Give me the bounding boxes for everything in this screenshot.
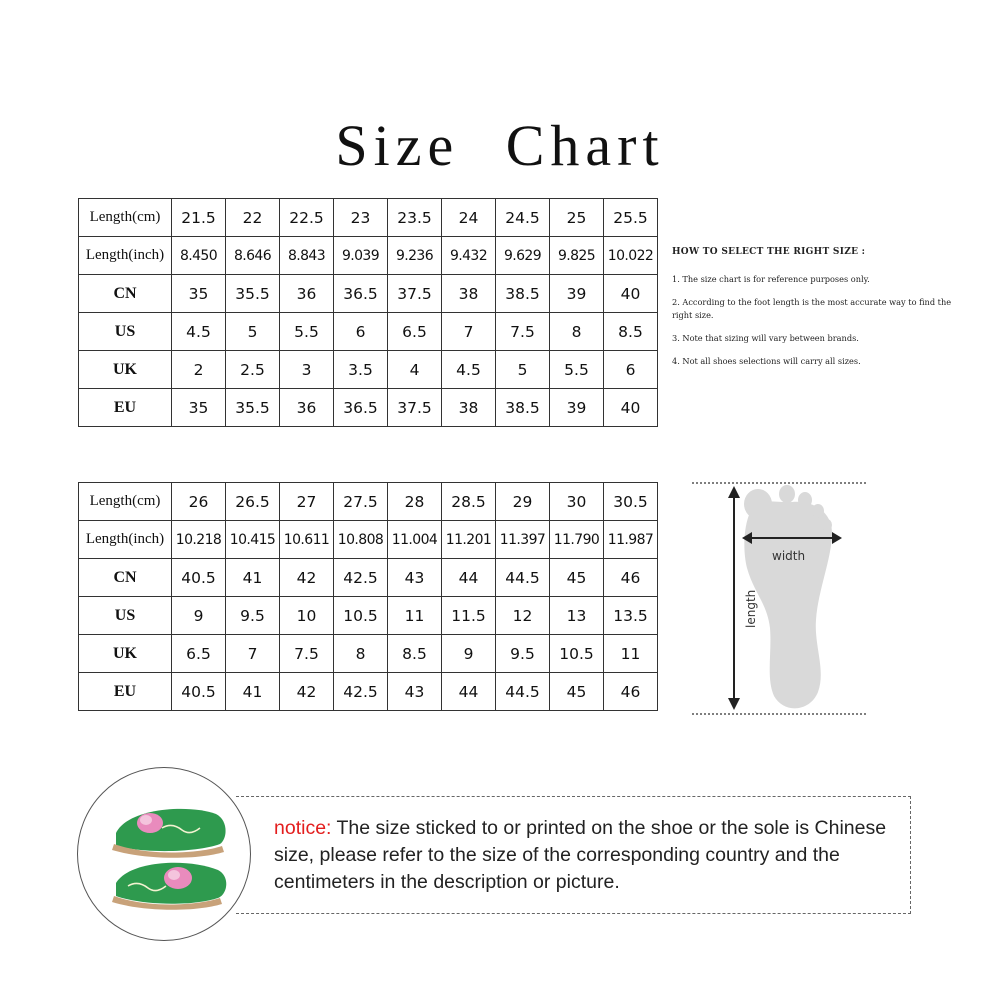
table-cell: 11.987 <box>604 521 658 559</box>
row-header: Length(inch) <box>79 521 172 559</box>
table-row <box>79 275 658 313</box>
table-cell: 7.5 <box>280 635 334 673</box>
table-cell: 10.611 <box>280 521 334 559</box>
row-header: Length(cm) <box>79 483 172 521</box>
table-row <box>79 673 658 711</box>
table-cell: 8.646 <box>226 237 280 275</box>
shoe-photo <box>77 767 251 941</box>
table-cell: 2.5 <box>226 351 280 389</box>
size-table-body <box>79 483 658 711</box>
table-cell: 9.236 <box>388 237 442 275</box>
table-cell: 27 <box>280 483 334 521</box>
table-cell: 46 <box>604 673 658 711</box>
table-cell: 40 <box>604 275 658 313</box>
table-cell: 7 <box>226 635 280 673</box>
table-cell: 9.5 <box>226 597 280 635</box>
table-cell: 36 <box>280 275 334 313</box>
shoe-upper <box>112 809 226 858</box>
row-header: UK <box>79 351 172 389</box>
table-cell: 8.5 <box>388 635 442 673</box>
table-cell: 4.5 <box>172 313 226 351</box>
table-cell: 40 <box>604 389 658 427</box>
row-header: Length(cm) <box>79 199 172 237</box>
table-cell: 8 <box>334 635 388 673</box>
table-cell: 10.5 <box>334 597 388 635</box>
table-cell: 5.5 <box>280 313 334 351</box>
table-cell: 11 <box>604 635 658 673</box>
size-guide-item: 3. Note that sizing will vary between brands. <box>672 333 859 343</box>
length-arrow-icon <box>728 486 740 710</box>
table-cell: 29 <box>496 483 550 521</box>
size-guide-item: 2. According to the foot length is the most accurate way to find the right size. <box>672 297 952 320</box>
table-cell: 8 <box>550 313 604 351</box>
table-cell: 7.5 <box>496 313 550 351</box>
table-cell: 35 <box>172 275 226 313</box>
table-cell: 36.5 <box>334 389 388 427</box>
foot-measure-illustration <box>692 478 872 720</box>
table-cell: 35.5 <box>226 275 280 313</box>
table-cell: 22 <box>226 199 280 237</box>
table-cell: 9 <box>172 597 226 635</box>
size-table-2 <box>78 482 658 711</box>
notice-text <box>274 815 904 896</box>
page-title: Size Chart <box>335 113 665 178</box>
table-cell: 41 <box>226 673 280 711</box>
shoe-lower <box>112 863 226 910</box>
table-cell: 5.5 <box>550 351 604 389</box>
table-cell: 9.629 <box>496 237 550 275</box>
table-cell: 40.5 <box>172 559 226 597</box>
table-cell: 38.5 <box>496 275 550 313</box>
table-cell: 42.5 <box>334 559 388 597</box>
table-cell: 25.5 <box>604 199 658 237</box>
table-cell: 42 <box>280 673 334 711</box>
table-cell: 35 <box>172 389 226 427</box>
table-cell: 9 <box>442 635 496 673</box>
table-cell: 37.5 <box>388 389 442 427</box>
table-row <box>79 597 658 635</box>
table-cell: 23.5 <box>388 199 442 237</box>
table-cell: 43 <box>388 559 442 597</box>
shoe-image <box>78 768 250 940</box>
size-table-1 <box>78 198 658 427</box>
table-cell: 13.5 <box>604 597 658 635</box>
table-cell: 11.5 <box>442 597 496 635</box>
table-cell: 44 <box>442 559 496 597</box>
table-cell: 23 <box>334 199 388 237</box>
table-cell: 30 <box>550 483 604 521</box>
table-cell: 3.5 <box>334 351 388 389</box>
notice-label: notice: <box>274 817 332 839</box>
row-header: Length(inch) <box>79 237 172 275</box>
table-cell: 35.5 <box>226 389 280 427</box>
table-cell: 30.5 <box>604 483 658 521</box>
table-cell: 40.5 <box>172 673 226 711</box>
table-cell: 6 <box>604 351 658 389</box>
table-cell: 8.450 <box>172 237 226 275</box>
table-cell: 25 <box>550 199 604 237</box>
table-cell: 9.039 <box>334 237 388 275</box>
size-guide-item: 1. The size chart is for reference purposes only. <box>672 274 870 284</box>
table-cell: 28.5 <box>442 483 496 521</box>
table-cell: 10.5 <box>550 635 604 673</box>
table-cell: 26 <box>172 483 226 521</box>
table-row <box>79 237 658 275</box>
table-cell: 10.415 <box>226 521 280 559</box>
row-header: EU <box>79 389 172 427</box>
table-cell: 43 <box>388 673 442 711</box>
table-cell: 36 <box>280 389 334 427</box>
table-row <box>79 559 658 597</box>
table-cell: 10.808 <box>334 521 388 559</box>
table-cell: 10.022 <box>604 237 658 275</box>
table-cell: 12 <box>496 597 550 635</box>
length-label: length <box>744 589 758 628</box>
row-header: CN <box>79 559 172 597</box>
table-cell: 11.397 <box>496 521 550 559</box>
size-table-body <box>79 199 658 427</box>
table-cell: 36.5 <box>334 275 388 313</box>
table-cell: 5 <box>496 351 550 389</box>
table-cell: 39 <box>550 389 604 427</box>
row-header: US <box>79 313 172 351</box>
table-cell: 11 <box>388 597 442 635</box>
table-cell: 24.5 <box>496 199 550 237</box>
table-cell: 3 <box>280 351 334 389</box>
table-cell: 11.201 <box>442 521 496 559</box>
table-cell: 46 <box>604 559 658 597</box>
table-cell: 45 <box>550 673 604 711</box>
table-cell: 11.790 <box>550 521 604 559</box>
table-cell: 21.5 <box>172 199 226 237</box>
row-header: EU <box>79 673 172 711</box>
table-cell: 4.5 <box>442 351 496 389</box>
size-guide-title: HOW TO SELECT THE RIGHT SIZE : <box>672 247 866 257</box>
table-cell: 10.218 <box>172 521 226 559</box>
notice-body: The size sticked to or printed on the shoe or the sole is Chinese size, please refer to the size of the corresponding country and the centimeters in the description or picture. <box>274 817 887 893</box>
table-cell: 44.5 <box>496 673 550 711</box>
table-cell: 4 <box>388 351 442 389</box>
table-row <box>79 351 658 389</box>
table-cell: 8.5 <box>604 313 658 351</box>
table-cell: 38 <box>442 275 496 313</box>
table-cell: 42.5 <box>334 673 388 711</box>
table-cell: 6.5 <box>388 313 442 351</box>
table-cell: 45 <box>550 559 604 597</box>
table-cell: 9.432 <box>442 237 496 275</box>
row-header: US <box>79 597 172 635</box>
size-guide-item: 4. Not all shoes selections will carry all sizes. <box>672 356 861 366</box>
table-cell: 38 <box>442 389 496 427</box>
table-row <box>79 635 658 673</box>
row-header: CN <box>79 275 172 313</box>
width-label: width <box>772 549 806 563</box>
table-cell: 11.004 <box>388 521 442 559</box>
table-cell: 38.5 <box>496 389 550 427</box>
table-cell: 6 <box>334 313 388 351</box>
table-cell: 8.843 <box>280 237 334 275</box>
table-cell: 41 <box>226 559 280 597</box>
row-header: UK <box>79 635 172 673</box>
table-cell: 44.5 <box>496 559 550 597</box>
table-cell: 28 <box>388 483 442 521</box>
table-cell: 27.5 <box>334 483 388 521</box>
table-cell: 26.5 <box>226 483 280 521</box>
table-cell: 2 <box>172 351 226 389</box>
table-cell: 42 <box>280 559 334 597</box>
table-cell: 22.5 <box>280 199 334 237</box>
table-row <box>79 389 658 427</box>
table-cell: 10 <box>280 597 334 635</box>
table-row <box>79 313 658 351</box>
table-cell: 5 <box>226 313 280 351</box>
table-cell: 13 <box>550 597 604 635</box>
table-row <box>79 199 658 237</box>
table-cell: 39 <box>550 275 604 313</box>
table-cell: 37.5 <box>388 275 442 313</box>
table-cell: 9.5 <box>496 635 550 673</box>
table-row <box>79 521 658 559</box>
table-row <box>79 483 658 521</box>
table-cell: 7 <box>442 313 496 351</box>
table-cell: 24 <box>442 199 496 237</box>
table-cell: 44 <box>442 673 496 711</box>
table-cell: 6.5 <box>172 635 226 673</box>
size-guide <box>672 247 962 378</box>
table-cell: 9.825 <box>550 237 604 275</box>
